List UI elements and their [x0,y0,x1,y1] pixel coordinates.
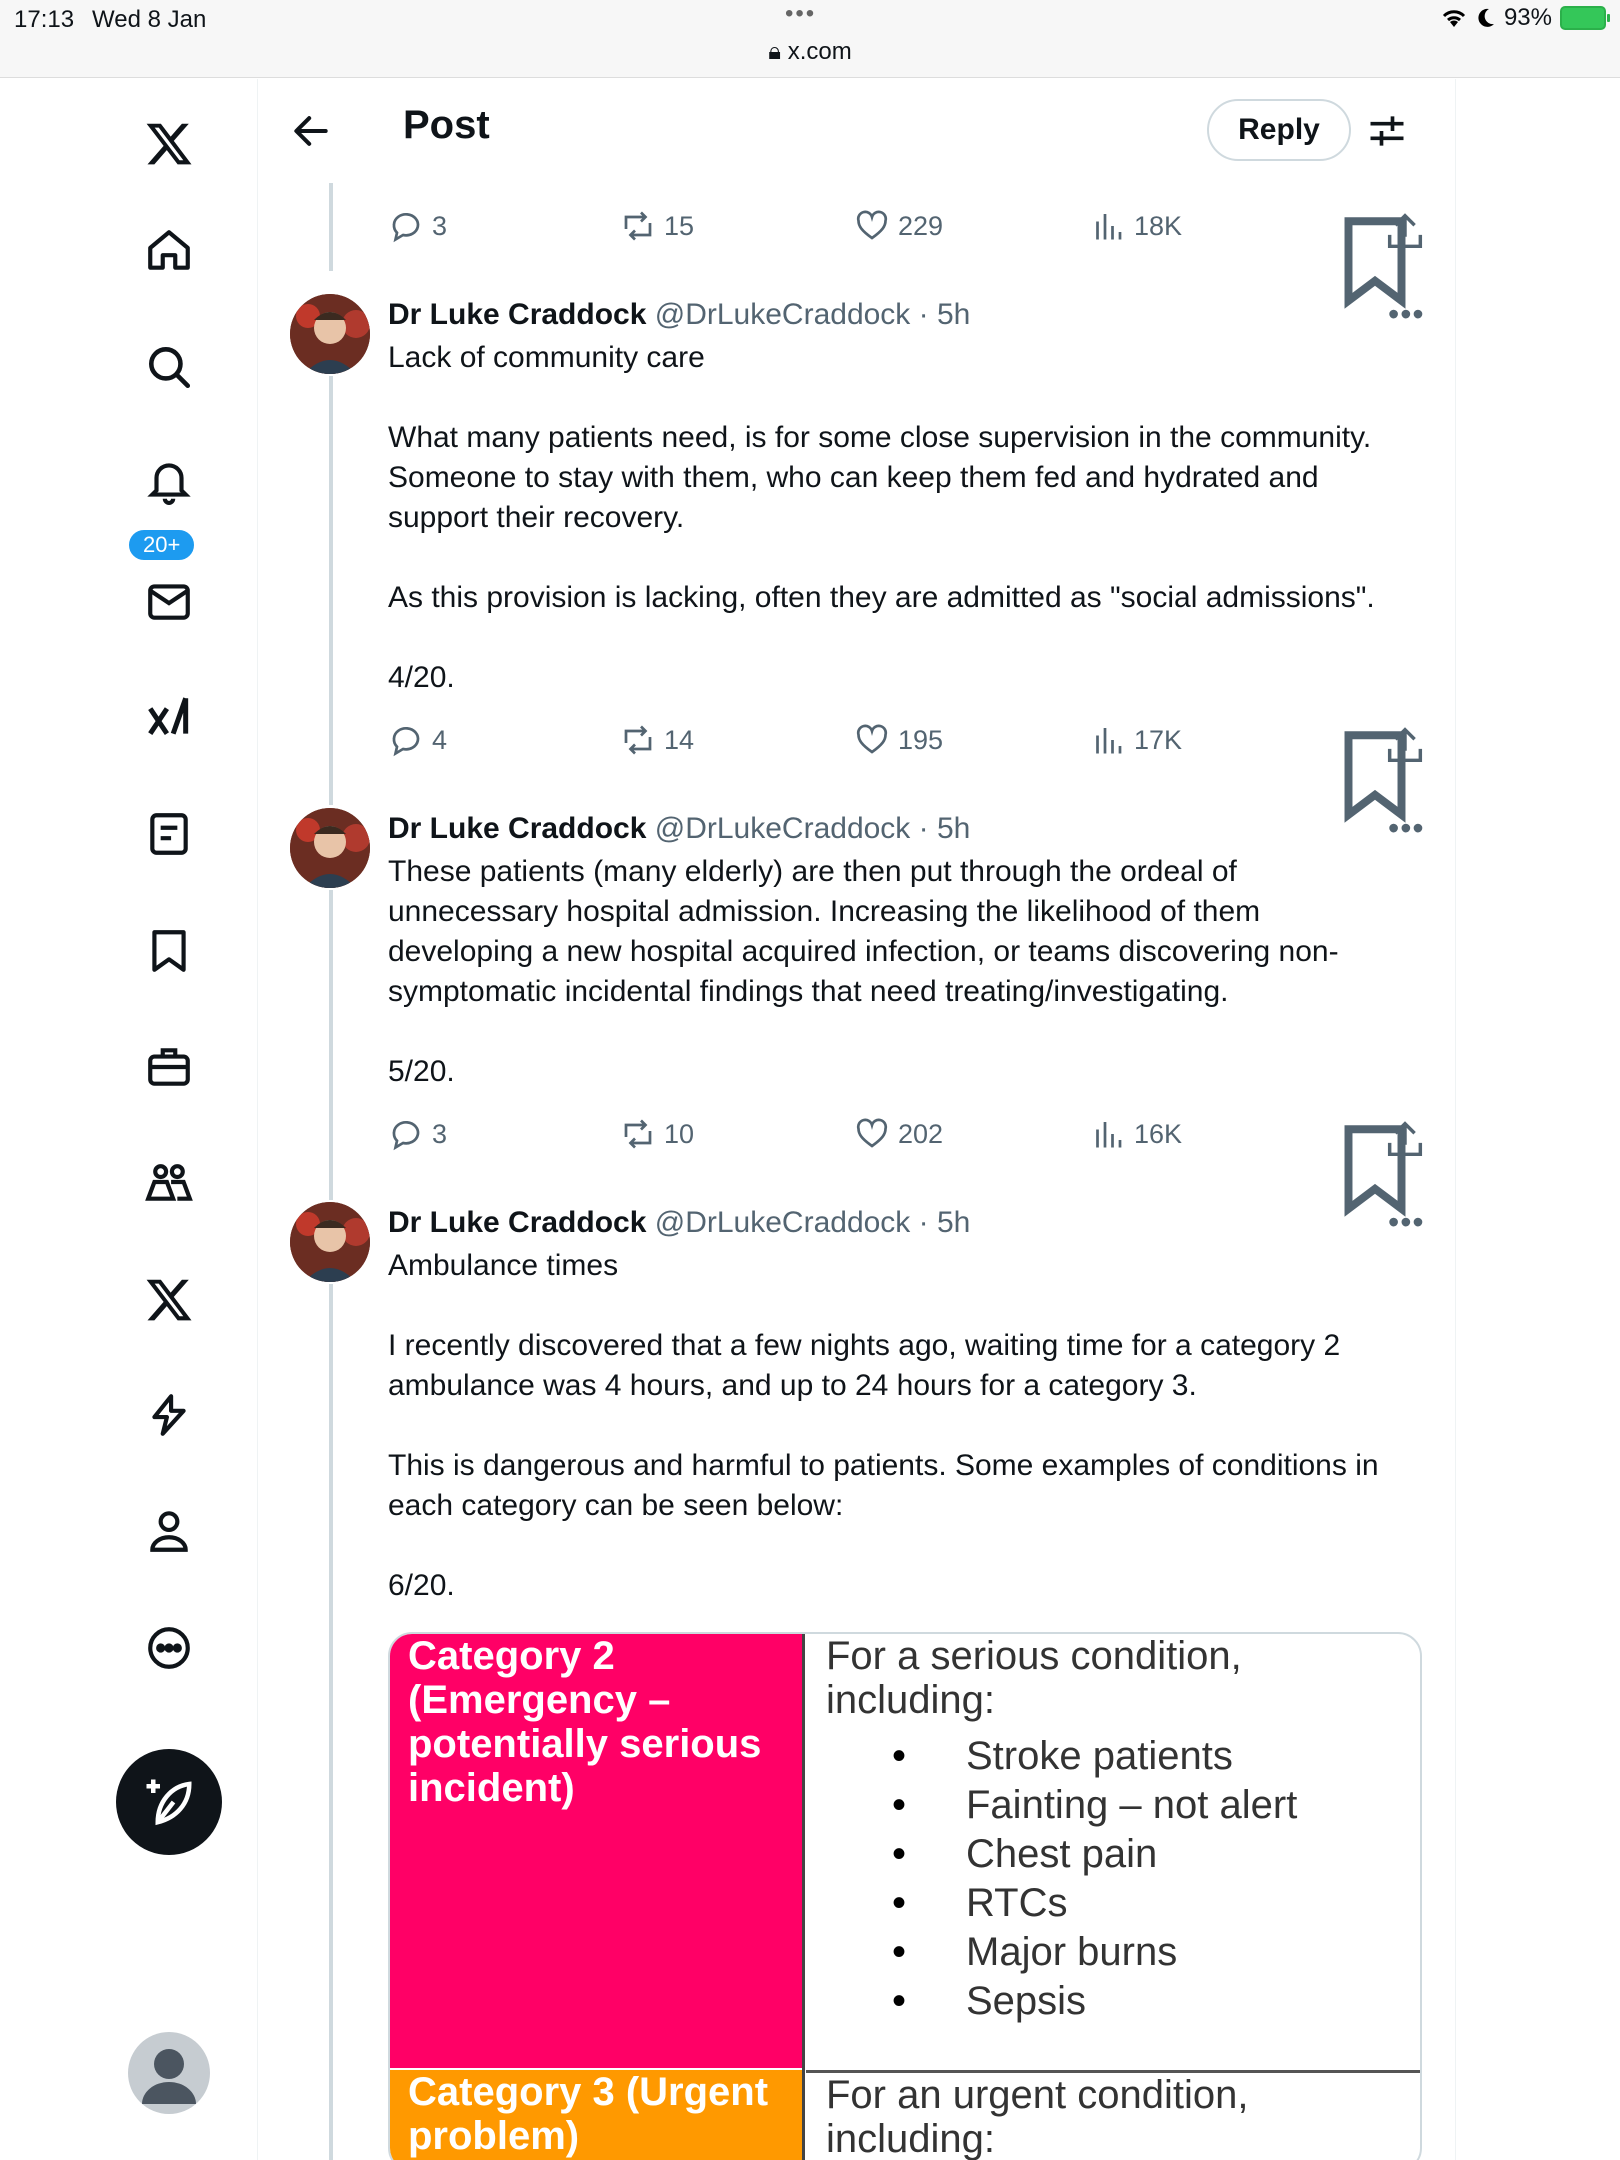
category-2-list [826,1732,1406,2026]
reply-action[interactable] [388,722,447,758]
battery-icon [1560,6,1606,30]
tweet-actions [388,722,1428,766]
view-count: 18K [1134,210,1183,241]
tweet-meta [388,298,970,332]
more-options-icon[interactable]: ••• [1388,810,1425,846]
views-action[interactable] [1090,208,1182,244]
repost-action[interactable] [620,722,694,758]
author-name[interactable]: Dr Luke Craddock [388,298,647,331]
status-time: 17:13 [14,6,75,33]
grok-icon[interactable] [138,686,200,748]
sidebar [0,79,258,2160]
share-icon[interactable] [1382,722,1428,768]
reply-icon [388,1116,424,1152]
thread-line [329,183,333,271]
page-title: Post [403,103,490,147]
repost-action[interactable] [620,1116,694,1152]
compose-post-button[interactable] [116,1749,222,1855]
list-item: • Fainting – not alert [826,1781,1406,1830]
tweet-actions [388,208,1428,252]
messages-icon[interactable] [138,570,200,632]
views-action[interactable] [1090,1116,1182,1152]
tweet-time[interactable]: · 5h [918,298,971,331]
more-icon[interactable] [138,1617,200,1679]
author-avatar[interactable] [290,808,370,888]
reply-icon [388,722,424,758]
author-name[interactable]: Dr Luke Craddock [388,812,647,845]
view-count: 16K [1134,1118,1183,1149]
category-2-description: For a serious condition, including: [826,1634,1242,1722]
share-icon[interactable] [1382,1116,1428,1162]
reply-icon [388,208,424,244]
author-handle[interactable]: @DrLukeCraddock [654,298,911,331]
wifi-icon [1440,7,1468,29]
tweet-meta [388,1206,970,1240]
post-header [259,79,1455,183]
thread-line [329,376,333,805]
default-avatar-icon [128,2032,210,2114]
like-count: 202 [898,1118,944,1149]
tweet-text: These patients (many elderly) are then put through the ordeal of unnecessary hospital admission. Increasing the likelihood of them developing a new hospital acquired infection, or teams discovering non-symptomatic incidental findings that need treating/investigating. 5/20. [388,855,1339,1088]
more-options-icon[interactable]: ••• [1388,296,1425,332]
account-avatar[interactable] [128,2032,210,2114]
feather-plus-icon [142,1775,196,1829]
repost-action[interactable] [620,208,694,244]
tweet-time[interactable]: · 5h [918,812,971,845]
author-avatar[interactable] [290,1202,370,1282]
author-avatar[interactable] [290,294,370,374]
reply-action[interactable] [388,1116,447,1152]
tweet-actions [388,1116,1428,1160]
repost-count: 14 [664,724,695,755]
list-item: • Sepsis [826,1977,1406,2026]
bookmarks-icon[interactable] [138,920,200,982]
lock-icon: 🔒︎ [768,38,782,65]
like-count: 195 [898,724,944,755]
jobs-icon[interactable] [138,1036,200,1098]
author-handle[interactable]: @DrLukeCraddock [654,812,911,845]
search-icon[interactable] [138,336,200,398]
multitasking-dots-icon[interactable]: ••• [785,0,817,27]
reply-action[interactable] [388,208,447,244]
list-item: • Chest pain [826,1830,1406,1879]
list-item: • Major burns [826,1928,1406,1977]
table-divider [802,1634,805,2160]
reply-button[interactable]: Reply [1207,99,1351,161]
more-options-icon[interactable]: ••• [1388,1204,1425,1240]
tweet-time[interactable]: · 5h [918,1206,971,1239]
home-icon[interactable] [138,220,200,282]
lists-icon[interactable] [138,803,200,865]
notification-badge: 20+ [126,527,197,563]
author-name[interactable]: Dr Luke Craddock [388,1206,647,1239]
category-3-description: For an urgent condition, including: [806,2070,1422,2160]
repost-icon [620,722,656,758]
category-2-cell: Category 2 (Emergency – potentially serious incident) [390,1634,804,2068]
tweet-media-image[interactable] [388,1632,1422,2160]
heart-icon [854,208,890,244]
notifications-icon[interactable] [138,449,200,511]
list-item: • Stroke patients [826,1732,1406,1781]
address-bar[interactable] [0,38,1620,66]
profile-icon[interactable] [138,1500,200,1562]
views-chart-icon [1090,722,1126,758]
communities-icon[interactable] [138,1151,200,1213]
repost-icon [620,208,656,244]
like-count: 229 [898,210,944,241]
views-chart-icon [1090,208,1126,244]
x-logo-icon[interactable] [138,113,200,175]
like-action[interactable] [854,1116,943,1152]
like-action[interactable] [854,722,943,758]
verified-orgs-icon[interactable] [138,1384,200,1446]
reply-count: 4 [432,724,448,755]
heart-icon [854,722,890,758]
views-chart-icon [1090,1116,1126,1152]
status-bar [0,0,1620,78]
status-date: Wed 8 Jan [92,6,207,33]
share-icon[interactable] [1382,208,1428,254]
repost-count: 10 [664,1118,695,1149]
repost-count: 15 [664,210,695,241]
views-action[interactable] [1090,722,1182,758]
author-handle[interactable]: @DrLukeCraddock [654,1206,911,1239]
tweet-text: Lack of community care What many patients need, is for some close supervision in the community. Someone to stay with them, who can keep them fed and hydrated and support their recovery. As this provision is lacking, often they are admitted as "social admissions". 4/20. [388,341,1375,694]
like-action[interactable] [854,208,943,244]
thread-line [329,1284,333,2160]
list-item: • RTCs [826,1879,1406,1928]
battery-percent: 93% [1503,4,1552,31]
tweet-meta [388,812,970,846]
column-border [1455,79,1456,2160]
heart-icon [854,1116,890,1152]
reply-count: 3 [432,1118,448,1149]
category-3-cell: Category 3 (Urgent problem) [390,2070,804,2160]
view-count: 17K [1134,724,1183,755]
category-2-description-cell [806,1634,1422,2068]
settings-sliders-icon[interactable] [1365,109,1409,153]
tweet-text: Ambulance times I recently discovered that a few nights ago, waiting time for a category 2 ambulance was 4 hours, and up to 24 hours for a category 3. This is dangerous and harmful to patients. Some examples of conditions in each category can be seen below: 6/20. [388,1249,1379,1602]
thread-line [329,890,333,1200]
premium-icon[interactable] [138,1269,200,1331]
back-arrow-icon[interactable] [289,109,333,153]
url-text: x.com [787,38,852,65]
moon-icon [1476,7,1496,29]
repost-icon [620,1116,656,1152]
reply-count: 3 [432,210,448,241]
